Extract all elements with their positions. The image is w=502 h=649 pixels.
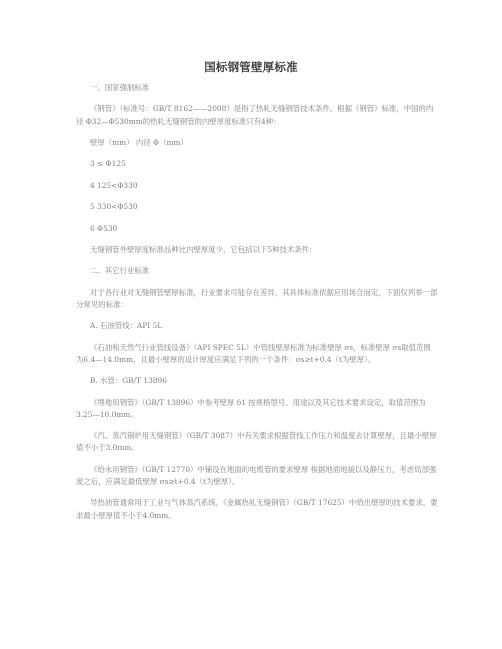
section-heading-industry: 二、其它行业标准 (90, 266, 150, 276)
paragraph-outer-wall-note: 无缝钢管外壁厚度标准品种比内壁厚度少，它包括以下5种技术条件： (90, 244, 317, 254)
list-item-oil-pipeline: A. 石油管线：API 5L (90, 321, 163, 331)
list-item-thickness-6: 6 Φ530 (90, 223, 118, 233)
list-item-thickness-5: 5 330<Φ530 (90, 202, 138, 212)
paragraph-gbt3087: 《汽、蒸汽锅炉用无缝钢管》（GB/T 3087）中有关要求根据管线工作压力和温度去计算壁厚，且最小壁厚值不小于3.0mm。 (76, 431, 437, 453)
list-header-wall-thickness: 壁厚（mm） 内径 Φ（mm） (90, 137, 188, 147)
list-item-thickness-4: 4 125<Φ330 (90, 180, 138, 190)
list-item-thickness-3: 3 ≤ Φ125 (90, 159, 126, 169)
paragraph-gbt8162-intro: 《钢管》（标准号：GB/T 8162——2008）是指了热轧无缝钢管技术条件。根据《钢管》标准，中国的内径 Φ32—Φ530mm的热轧无缝钢管的内壁厚度标准只有4种： (76, 104, 434, 126)
paragraph-industry-intro: 对于各行业对无缝钢管壁厚标准，行业要求可能存在差异，其具体标准依据应用场合而定，下面仅列举一部分常见的标准： (76, 287, 438, 309)
document-body (76, 82, 438, 531)
paragraph-gbt13896: 《埋地用钢管》（GB/T 13896）中参考壁厚 δ1 按规格型号、用途以及其它技术要求设定，取值范围为3.25—10.0mm。 (76, 397, 426, 419)
paragraph-api-5l: 《石油和天然气行业管线设备》（API SPEC 5L）中管线壁厚标准为标准壁厚 σs，标准壁厚 σs取值范围为6.4—14.0mm，且最小壁厚的设计厚度应满足下列的一个条件：σs≥t+0.4（t为壁厚）。 (76, 342, 431, 364)
section-heading-national: 一、国家强制标准 (90, 83, 150, 92)
paragraph-gbt12770: 《给水用钢管》（GB/T 12770）中铺设在地面的电缆管的要求壁厚 根据地面地貌以及静压力，考虑局部强度之后，应满足最低壁厚 σs≥t+0.4（t为壁厚）。 (76, 464, 437, 487)
document-title: 国标钢管壁厚标准 (204, 60, 298, 74)
list-item-water-pipe: B. 水管：GB/T 13896 (90, 376, 167, 386)
paragraph-gbt17625: 导热油管通常用于工业与气体蒸汽系统，《金属热轧无缝钢管》（GB/T 17625）中给出壁厚的技术要求，要求最小壁厚值不小于4.0mm。 (76, 498, 438, 520)
